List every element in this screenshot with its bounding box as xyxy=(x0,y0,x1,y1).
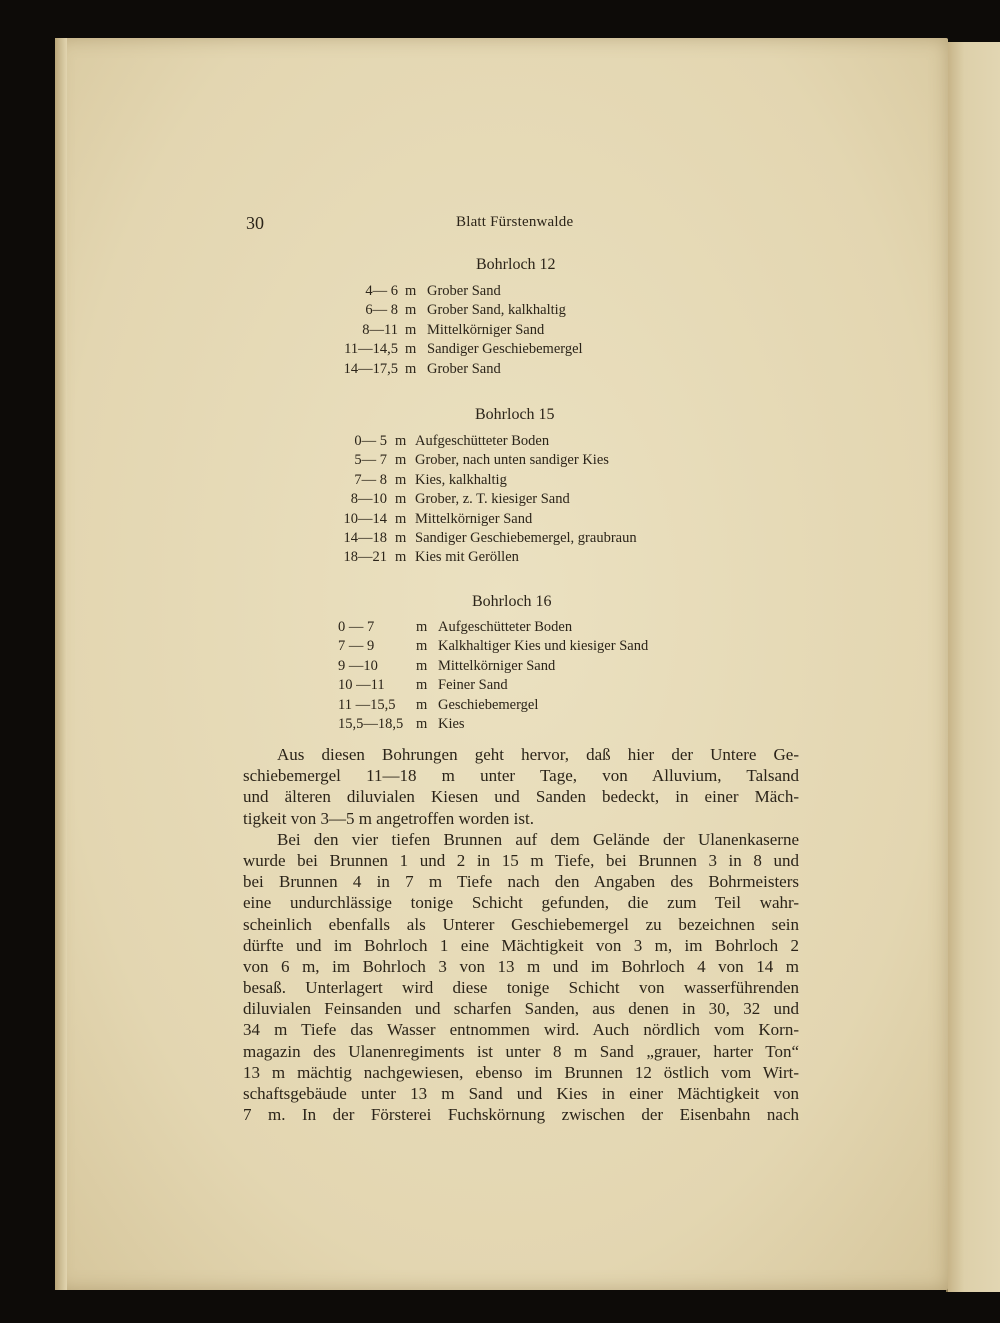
depth-unit: m xyxy=(405,360,417,377)
text-line: und älteren diluvialen Kiesen und Sanden bedeckt, in einer Mäch- xyxy=(243,787,799,807)
depth-range: 18—21 xyxy=(343,549,387,566)
depth-range: 9 —10 xyxy=(338,657,378,674)
text-line: bei Brunnen 4 in 7 m Tiefe nach den Angaben des Bohrmeisters xyxy=(243,872,799,892)
depth-unit: m xyxy=(395,530,407,546)
layer-description: Grober Sand xyxy=(427,283,501,299)
text-line: von 6 m, im Bohrloch 3 von 13 m und im Bohrloch 4 von 14 m xyxy=(243,956,799,976)
depth-unit: m xyxy=(416,619,428,635)
layer-description: Aufgeschütteter Boden xyxy=(438,619,573,635)
depth-range: 14—18 xyxy=(343,530,387,546)
depth-range: 11 —15,5 xyxy=(338,696,396,713)
layer-description: Grober, z. T. kiesiger Sand xyxy=(415,491,570,508)
depth-unit: m xyxy=(395,471,407,488)
depth-range: 7— 8 xyxy=(354,471,387,488)
borehole-title: Bohrloch 16 xyxy=(472,593,552,610)
layer-description: Grober, nach unten sandiger Kies xyxy=(415,452,609,469)
depth-range: 8—10 xyxy=(350,491,387,508)
depth-unit: m xyxy=(416,657,428,674)
layer-description: Kies xyxy=(438,716,465,732)
depth-range: 7 — 9 xyxy=(338,638,375,655)
depth-unit: m xyxy=(405,283,417,299)
text-line: scheinlich ebenfalls als Unterer Geschiebemergel zu bezeichnen sein xyxy=(243,914,799,934)
depth-unit: m xyxy=(395,510,407,527)
page-gutter xyxy=(55,38,67,1290)
depth-unit: m xyxy=(395,433,407,449)
depth-unit: m xyxy=(395,452,407,469)
text-line: 7 m. In der Försterei Fuchskörnung zwischen der Eisenbahn nach xyxy=(243,1105,799,1125)
depth-range: 10 —11 xyxy=(338,677,385,694)
text-line: Aus diesen Bohrungen geht hervor, daß hier der Untere Ge- xyxy=(277,745,799,764)
text-line: schiebemergel 11—18 m unter Tage, von Alluvium, Talsand xyxy=(243,766,799,786)
text-line: tigkeit von 3—5 m angetroffen worden ist. xyxy=(243,808,534,828)
depth-range: 4— 6 xyxy=(365,283,398,299)
layer-description: Mittelkörniger Sand xyxy=(427,321,545,338)
running-title: Blatt Fürstenwalde xyxy=(456,214,574,230)
text-line: 34 m Tiefe das Wasser entnommen wird. Auch nördlich vom Korn- xyxy=(243,1020,799,1040)
depth-range: 5— 7 xyxy=(354,452,387,469)
depth-range: 8—11 xyxy=(362,321,398,338)
layer-description: Grober Sand, kalkhaltig xyxy=(427,302,566,319)
borehole-title: Bohrloch 15 xyxy=(475,406,555,423)
depth-range: 11—14,5 xyxy=(344,341,398,358)
depth-unit: m xyxy=(405,321,417,338)
depth-unit: m xyxy=(416,638,428,655)
layer-description: Feiner Sand xyxy=(438,677,508,694)
depth-unit: m xyxy=(416,677,428,694)
text-line: diluvialen Feinsanden und scharfen Sanden, aus denen in 30, 32 und xyxy=(243,999,799,1019)
depth-range: 14—17,5 xyxy=(343,360,398,377)
depth-unit: m xyxy=(405,302,417,319)
layer-description: Grober Sand xyxy=(427,360,501,377)
facing-page-edge xyxy=(946,42,1000,1292)
layer-description: Kies mit Geröllen xyxy=(415,549,519,566)
text-line: magazin des Ulanenregiments ist unter 8 m Sand „grauer, harter Ton“ xyxy=(243,1041,799,1061)
body-text xyxy=(243,744,799,1125)
layer-description: Mittelkörniger Sand xyxy=(415,510,533,527)
page-number: 30 xyxy=(246,213,264,233)
depth-unit: m xyxy=(395,549,407,566)
layer-description: Aufgeschütteter Boden xyxy=(415,433,550,449)
text-line: schaftsgebäude unter 13 m Sand und Kies in einer Mächtigkeit von xyxy=(243,1084,799,1103)
layer-description: Geschiebemergel xyxy=(438,696,539,713)
layer-description: Sandiger Geschiebemergel, graubraun xyxy=(415,530,637,546)
depth-unit: m xyxy=(395,491,407,508)
depth-range: 15,5—18,5 xyxy=(338,716,404,732)
depth-range: 10—14 xyxy=(343,510,387,527)
layer-description: Kies, kalkhaltig xyxy=(415,471,507,488)
text-line: 13 m mächtig nachgewiesen, ebenso im Brunnen 12 östlich vom Wirt- xyxy=(243,1062,799,1082)
text-line: wurde bei Brunnen 1 und 2 in 15 m Tiefe, bei Brunnen 3 in 8 und xyxy=(243,850,799,870)
depth-range: 0— 5 xyxy=(354,433,387,449)
layer-description: Sandiger Geschiebemergel xyxy=(427,341,583,358)
depth-range: 0 — 7 xyxy=(338,619,375,635)
text-line: eine undurchlässige tonige Schicht gefunden, die zum Teil wahr- xyxy=(243,893,799,913)
borehole-title: Bohrloch 12 xyxy=(476,256,556,273)
layer-description: Kalkhaltiger Kies und kiesiger Sand xyxy=(438,638,649,655)
text-line: dürfte und im Bohrloch 1 eine Mächtigkeit von 3 m, im Bohrloch 2 xyxy=(243,935,799,955)
depth-unit: m xyxy=(405,341,417,358)
depth-unit: m xyxy=(416,696,428,713)
text-line: Bei den vier tiefen Brunnen auf dem Gelände der Ulanenkaserne xyxy=(277,829,799,849)
depth-unit: m xyxy=(416,716,428,732)
text-line: besaß. Unterlagert wird diese tonige Schicht von wasserführenden xyxy=(243,978,799,998)
layer-description: Mittelkörniger Sand xyxy=(438,657,556,674)
depth-range: 6— 8 xyxy=(365,302,398,319)
